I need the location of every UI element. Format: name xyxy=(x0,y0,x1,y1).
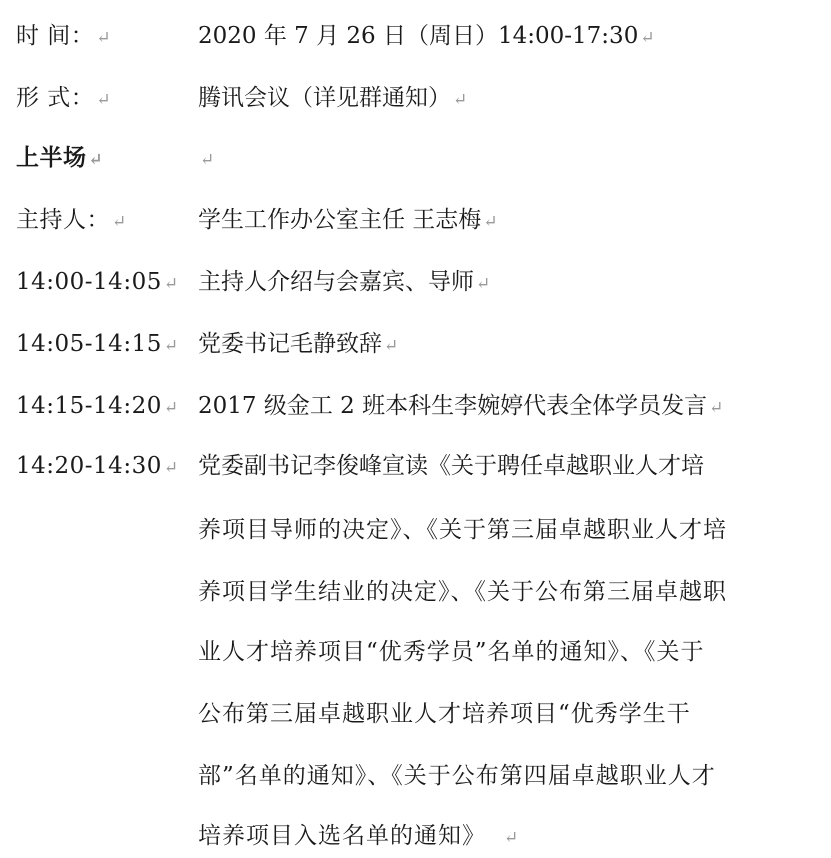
schedule-time: 14:15-14:20 ↵ xyxy=(16,393,179,419)
announcement-continuation-line: 培养项目入选名单的通知》 ↵ xyxy=(198,823,520,849)
format-label: 形 式： ↵ xyxy=(16,85,112,111)
schedule-item: 主持人介绍与会嘉宾、导师 ↵ xyxy=(198,269,491,295)
schedule-item: 党委副书记李俊峰宣读《关于聘任卓越职业人才培 xyxy=(198,453,704,479)
time-label: 时 间： ↵ xyxy=(16,23,112,49)
section-title: 上半场 ↵ xyxy=(16,144,104,171)
announcement-continuation-line: 部”名单的通知》、《关于公布第四届卓越职业人才 xyxy=(198,763,716,789)
schedule-item: 2017 级金工 2 班本科生李婉婷代表全体学员发言 ↵ xyxy=(198,393,724,419)
announcement-continuation-line: 业人才培养项目“优秀学员”名单的通知》、《关于 xyxy=(198,639,705,665)
format-value: 腾讯会议（详见群通知） ↵ xyxy=(198,85,468,111)
schedule-item: 党委书记毛静致辞 ↵ xyxy=(198,331,399,357)
schedule-time: 14:20-14:30 ↵ xyxy=(16,453,179,479)
time-value: 2020 年 7 月 26 日（周日）14:00-17:30 ↵ xyxy=(198,23,655,49)
schedule-time: 14:00-14:05 ↵ xyxy=(16,269,179,295)
announcement-continuation-line: 养项目学生结业的决定》、《关于公布第三届卓越职 xyxy=(198,579,727,605)
announcement-continuation-line: 养项目导师的决定》、《关于第三届卓越职业人才培 xyxy=(198,517,727,543)
host-label: 主持人： ↵ xyxy=(16,207,127,233)
schedule-time: 14:05-14:15 ↵ xyxy=(16,331,179,357)
section-title-empty: ↵ xyxy=(200,150,215,170)
host-value: 学生工作办公室主任 王志梅 ↵ xyxy=(198,207,498,233)
announcement-continuation-line: 公布第三届卓越职业人才培养项目“优秀学生干 xyxy=(198,701,691,727)
